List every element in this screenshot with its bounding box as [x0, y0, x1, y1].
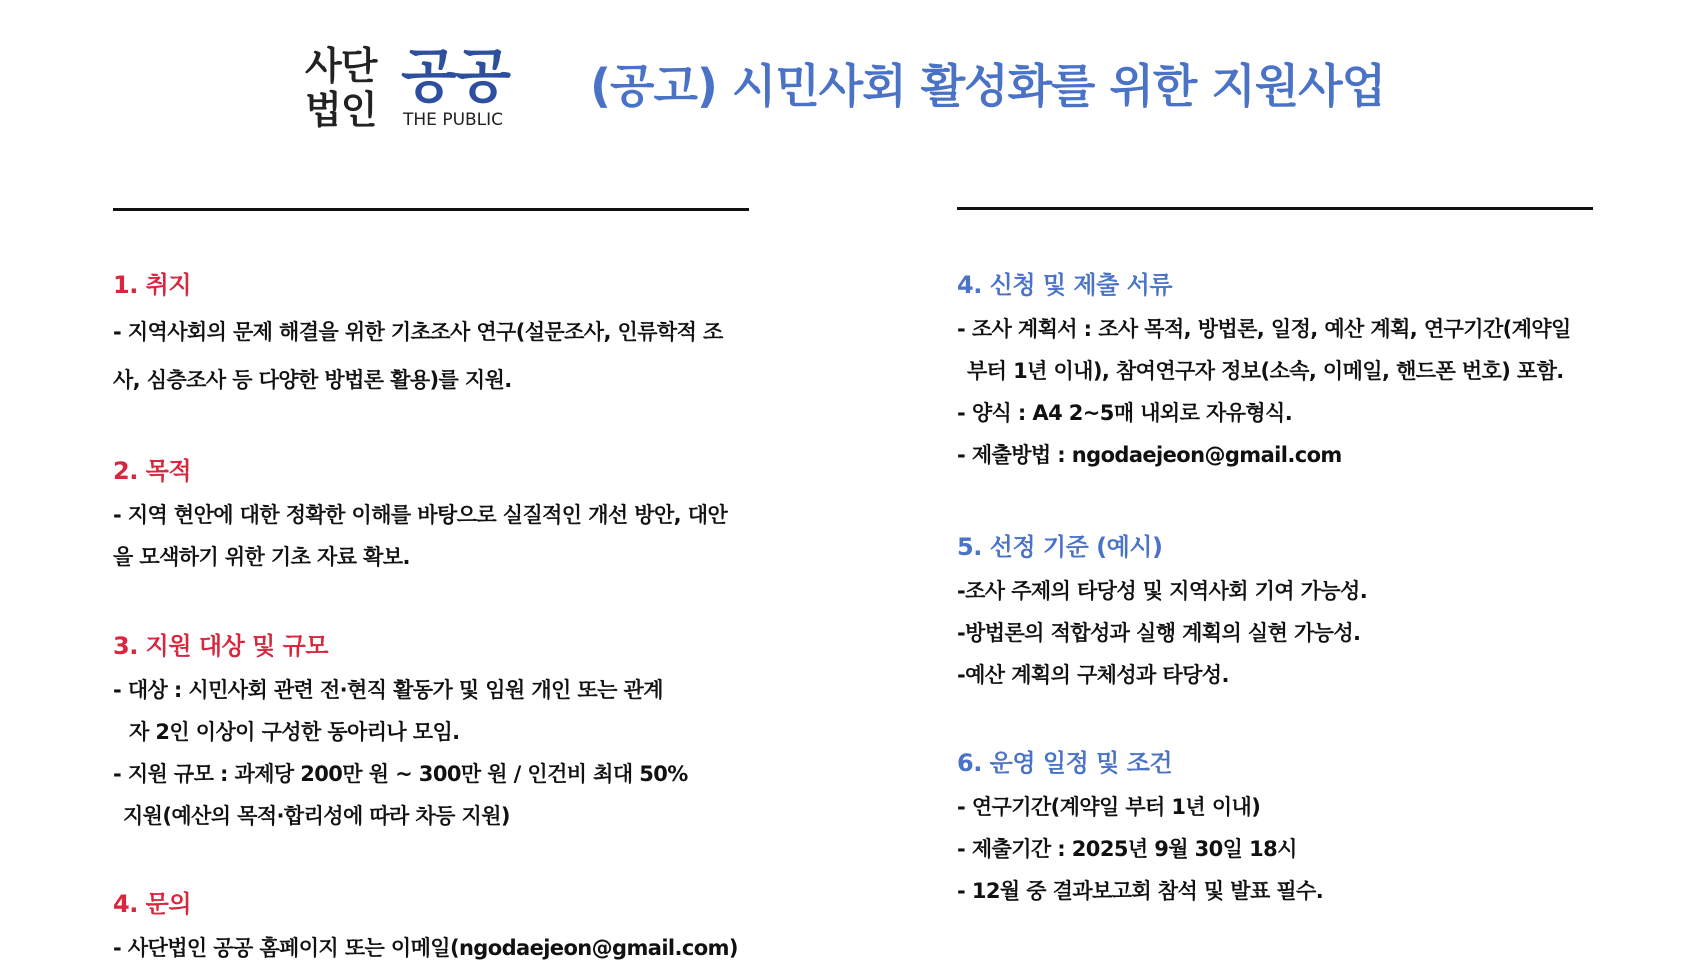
- section-line: 사, 심층조사 등 다양한 방법론 활용)를 지원.: [113, 368, 512, 392]
- section-title: 1. 취지: [113, 271, 192, 299]
- section-title: 6. 운영 일정 및 조건: [957, 749, 1173, 777]
- section-line: - 지원 규모 : 과제당 200만 원 ~ 300만 원 / 인건비 최대 50%: [113, 762, 688, 786]
- section-title: 5. 선정 기준 (예시): [957, 533, 1163, 561]
- section-line: - 12월 중 결과보고회 참석 및 발표 필수.: [957, 879, 1324, 903]
- section-line: - 제출기간 : 2025년 9월 30일 18시: [957, 837, 1297, 861]
- section-line: -방법론의 적합성과 실행 계획의 실현 가능성.: [957, 621, 1361, 645]
- logo-org-name-eng: THE PUBLIC: [403, 110, 504, 130]
- section-line: - 대상 : 시민사회 관련 전·현직 활동가 및 임원 개인 또는 관계: [113, 678, 663, 702]
- logo-org-type: [305, 44, 385, 132]
- section-line: -조사 주제의 타당성 및 지역사회 기여 가능성.: [957, 579, 1368, 603]
- section-schedule: [957, 746, 1323, 912]
- section-line: - 연구기간(계약일 부터 1년 이내): [957, 795, 1261, 819]
- organization-logo: [305, 44, 520, 130]
- section-title: 3. 지원 대상 및 규모: [113, 632, 329, 660]
- section-criteria: [957, 530, 1367, 696]
- section-title: 4. 신청 및 제출 서류: [957, 271, 1173, 299]
- section-goal: [113, 454, 727, 578]
- section-line: 부터 1년 이내), 참여연구자 정보(소속, 이메일, 핸드폰 번호) 포함.: [967, 359, 1564, 383]
- section-line: - 지역 현안에 대한 정확한 이해를 바탕으로 실질적인 개선 방안, 대안: [113, 503, 728, 527]
- section-line: - 제출방법 : ngodaejeon@gmail.com: [957, 443, 1342, 467]
- logo-org-type-line2: 법인: [305, 88, 377, 132]
- section-line: 지원(예산의 목적·합리성에 따라 차등 지원): [123, 804, 510, 828]
- section-title: 2. 목적: [113, 457, 192, 485]
- logo-org-name: 공공: [401, 42, 510, 110]
- page-title: (공고) 시민사회 활성화를 위한 지원사업: [590, 59, 1386, 113]
- logo-org-type-line1: 사단: [305, 44, 377, 88]
- right-divider: [957, 207, 1593, 210]
- section-line: -예산 계획의 구체성과 타당성.: [957, 663, 1229, 687]
- section-eligibility: [113, 629, 688, 837]
- section-application: [957, 268, 1571, 476]
- section-line: 자 2인 이상이 구성한 동아리나 모임.: [129, 720, 460, 744]
- section-title: 4. 문의: [113, 890, 192, 918]
- section-purpose: [113, 268, 723, 404]
- section-line: - 지역사회의 문제 해결을 위한 기초조사 연구(설문조사, 인류학적 조: [113, 320, 723, 344]
- section-line: - 조사 계획서 : 조사 목적, 방법론, 일정, 예산 계획, 연구기간(계약일: [957, 317, 1571, 341]
- section-line: - 양식 : A4 2~5매 내외로 자유형식.: [957, 401, 1293, 425]
- section-line: 을 모색하기 위한 기초 자료 확보.: [113, 545, 410, 569]
- section-inquiry: [113, 887, 738, 966]
- section-line: - 사단법인 공공 홈페이지 또는 이메일(ngodaejeon@gmail.com): [113, 936, 738, 960]
- left-divider: [113, 208, 749, 211]
